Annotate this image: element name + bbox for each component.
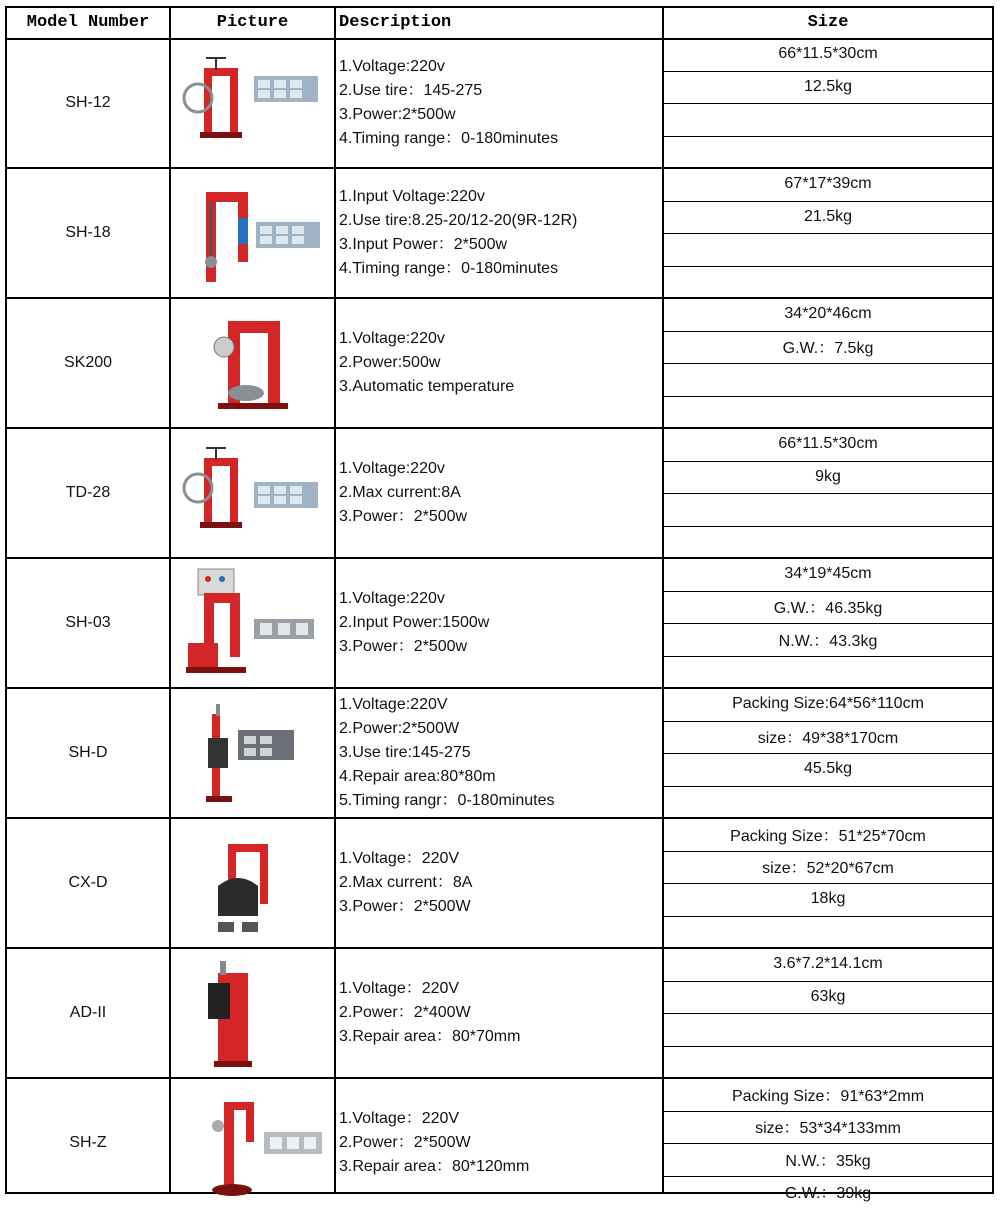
grid-line xyxy=(664,591,992,592)
description-line: 3.Repair area：80*120mm xyxy=(339,1158,530,1175)
product-picture xyxy=(171,948,334,1078)
description-line: 3.Use tire:145-275 xyxy=(339,744,471,761)
model-number-cell: CX-D xyxy=(68,874,108,891)
model-number-cell: SH-Z xyxy=(69,1134,107,1151)
grid-line xyxy=(664,623,992,624)
size-value: 45.5kg xyxy=(803,760,853,777)
grid-line xyxy=(5,6,994,8)
grid-line xyxy=(664,1143,992,1144)
description-cell xyxy=(336,1078,662,1208)
model-number-cell: SH-03 xyxy=(65,614,111,631)
size-value xyxy=(664,786,992,818)
size-value xyxy=(664,526,992,558)
size-value: size：53*34*133mm xyxy=(755,1120,901,1137)
size-value: 34*19*45cm xyxy=(784,565,872,582)
description-line: 3.Repair area：80*70mm xyxy=(339,1028,521,1045)
grid-line xyxy=(664,786,992,787)
description-line: 1.Voltage：220V xyxy=(339,1110,460,1127)
product-picture xyxy=(171,1078,334,1208)
description-cell xyxy=(336,688,662,818)
size-value: 34*20*46cm xyxy=(784,305,872,322)
description-line: 3.Power:2*500w xyxy=(339,106,456,123)
grid-line xyxy=(664,851,992,852)
description-line: 2.Power:2*500W xyxy=(339,720,460,737)
grid-line xyxy=(664,71,992,72)
size-value: 9kg xyxy=(815,467,841,485)
grid-line xyxy=(664,1046,992,1047)
header-model-number: Model Number xyxy=(26,12,150,32)
size-value xyxy=(664,103,992,135)
model-number-cell: SH-12 xyxy=(65,94,111,111)
size-value xyxy=(664,656,992,688)
size-value: 66*11.5*30cm xyxy=(778,45,878,62)
product-picture xyxy=(171,298,334,428)
description-line: 2.Use tire:8.25-20/12-20(9R-12R) xyxy=(339,212,578,229)
size-value: G.W.：39kg xyxy=(784,1185,872,1202)
model-number-cell: SH-18 xyxy=(65,224,111,241)
description-line: 2.Input Power:1500w xyxy=(339,614,490,631)
description-line: 2.Power：2*500W xyxy=(339,1134,471,1151)
grid-line xyxy=(664,266,992,267)
description-line: 2.Power:500w xyxy=(339,354,441,371)
description-cell xyxy=(336,298,662,428)
grid-line xyxy=(664,721,992,722)
grid-line xyxy=(664,1176,992,1177)
grid-line xyxy=(664,493,992,494)
size-value: N.W.：43.3kg xyxy=(778,632,878,650)
grid-line xyxy=(664,136,992,137)
description-cell xyxy=(336,38,662,168)
size-value: 66*11.5*30cm xyxy=(778,435,878,452)
size-value: Packing Size：91*63*2mm xyxy=(731,1087,925,1105)
description-line: 2.Max current：8A xyxy=(339,874,473,891)
size-value: G.W.：46.35kg xyxy=(773,600,883,617)
product-picture xyxy=(171,818,334,948)
grid-line xyxy=(664,1013,992,1014)
size-value xyxy=(664,1046,992,1078)
description-cell xyxy=(336,558,662,688)
description-line: 1.Voltage:220V xyxy=(339,696,448,713)
grid-line xyxy=(664,461,992,462)
size-value xyxy=(664,233,992,265)
header-size: Size xyxy=(807,12,849,32)
description-line: 1.Voltage:220v xyxy=(339,460,445,477)
grid-line xyxy=(664,201,992,202)
spec-table xyxy=(5,6,994,1202)
size-value xyxy=(664,1013,992,1045)
size-value: 21.5kg xyxy=(803,207,853,225)
size-value: N.W.：35kg xyxy=(785,1152,871,1170)
description-line: 1.Voltage：220V xyxy=(339,980,460,997)
grid-line xyxy=(664,233,992,234)
model-number-cell: SH-D xyxy=(68,744,108,761)
size-value: 18kg xyxy=(810,890,846,907)
description-line: 1.Voltage：220V xyxy=(339,850,460,867)
product-picture xyxy=(171,38,334,168)
description-cell xyxy=(336,428,662,558)
product-picture xyxy=(171,168,334,298)
size-value: 67*17*39cm xyxy=(784,175,872,192)
description-line: 1.Input Voltage:220v xyxy=(339,188,485,205)
description-line: 4.Timing range：0-180minutes xyxy=(339,260,559,277)
description-line: 3.Power：2*500w xyxy=(339,638,468,655)
grid-line xyxy=(992,6,994,1194)
grid-line xyxy=(664,103,992,104)
product-picture xyxy=(171,558,334,688)
description-line: 2.Use tire：145-275 xyxy=(339,82,483,99)
description-line: 2.Max current:8A xyxy=(339,484,461,501)
grid-line xyxy=(664,331,992,332)
size-value: Packing Size:64*56*110cm xyxy=(732,695,924,712)
description-line: 4.Repair area:80*80m xyxy=(339,768,496,785)
description-line: 3.Input Power：2*500w xyxy=(339,236,508,253)
header-description: Description xyxy=(339,12,452,32)
grid-line xyxy=(664,753,992,754)
description-line: 1.Voltage:220v xyxy=(339,58,445,75)
grid-line xyxy=(664,1111,992,1112)
grid-line xyxy=(664,363,992,364)
description-line: 2.Power：2*400W xyxy=(339,1004,471,1021)
grid-line xyxy=(664,656,992,657)
description-line: 1.Voltage:220v xyxy=(339,590,445,607)
description-line: 1.Voltage:220v xyxy=(339,330,445,347)
size-value: size：52*20*67cm xyxy=(762,860,894,877)
grid-line xyxy=(664,526,992,527)
size-value: 12.5kg xyxy=(803,77,853,95)
size-value xyxy=(664,493,992,525)
description-cell xyxy=(336,168,662,298)
grid-line xyxy=(664,883,992,884)
description-cell xyxy=(336,948,662,1078)
description-line: 3.Power：2*500W xyxy=(339,898,471,915)
size-value xyxy=(664,266,992,298)
size-value: 3.6*7.2*14.1cm xyxy=(773,955,883,972)
size-value: size：49*38*170cm xyxy=(757,730,899,747)
grid-line xyxy=(664,396,992,397)
grid-line xyxy=(664,916,992,917)
size-value: 63kg xyxy=(810,987,846,1005)
size-value xyxy=(664,363,992,395)
size-value: G.W.：7.5kg xyxy=(782,340,874,357)
description-line: 4.Timing range：0-180minutes xyxy=(339,130,559,147)
model-number-cell: SK200 xyxy=(63,354,113,371)
description-line: 3.Automatic temperature xyxy=(339,378,515,395)
product-picture xyxy=(171,688,334,818)
grid-line xyxy=(664,981,992,982)
product-picture xyxy=(171,428,334,558)
model-number-cell: TD-28 xyxy=(65,484,111,501)
description-line: 3.Power：2*500w xyxy=(339,508,468,525)
size-value xyxy=(664,396,992,428)
description-line: 5.Timing rangr：0-180minutes xyxy=(339,792,555,809)
size-value: Packing Size：51*25*70cm xyxy=(730,827,926,845)
model-number-cell: AD-II xyxy=(69,1004,107,1021)
size-value xyxy=(664,916,992,948)
size-value xyxy=(664,136,992,168)
description-cell xyxy=(336,818,662,948)
header-picture: Picture xyxy=(216,12,289,32)
